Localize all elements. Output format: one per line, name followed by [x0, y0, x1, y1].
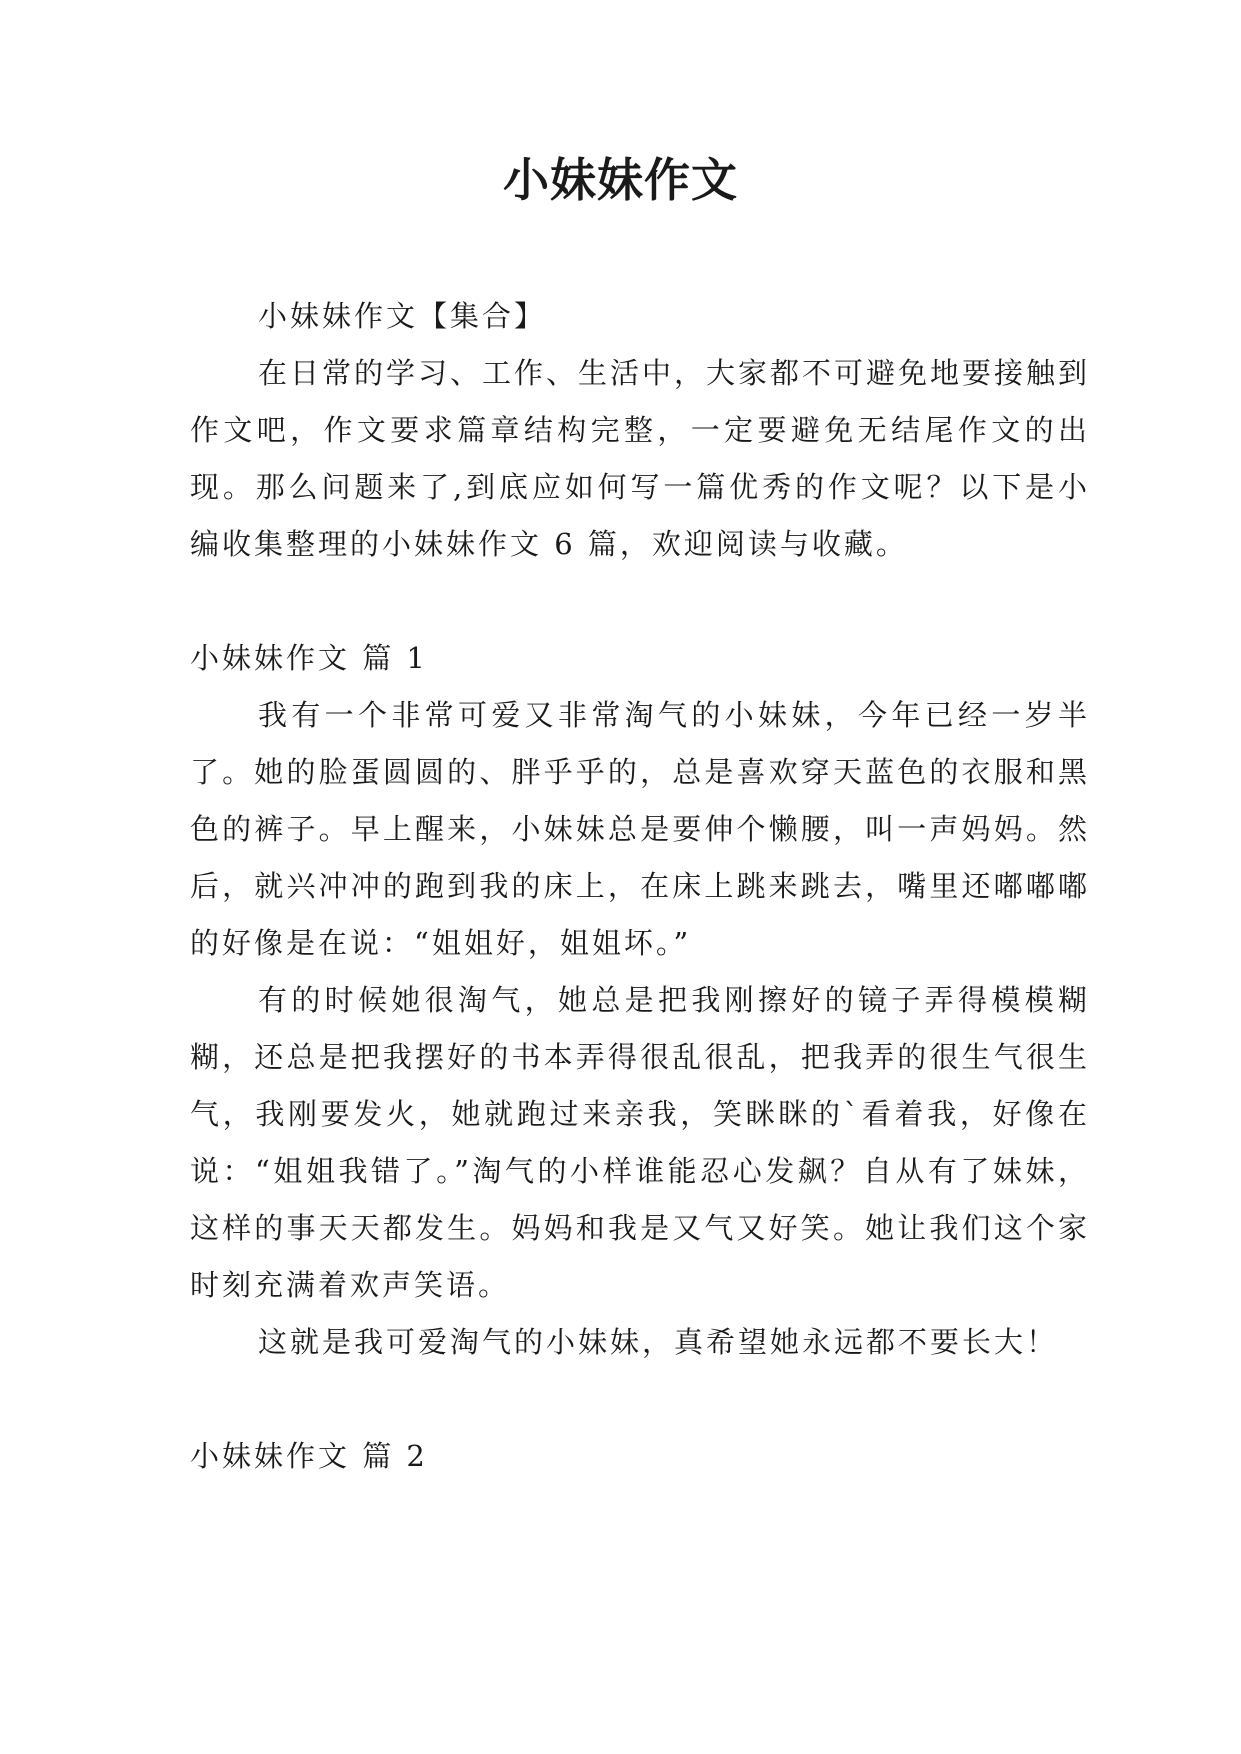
section-1-paragraph-1: 我有一个非常可爱又非常淘气的小妹妹，今年已经一岁半了。她的脸蛋圆圆的、胖乎乎的，总是喜欢穿天蓝色的衣服和黑色的裤子。早上醒来，小妹妹总是要伸个懒腰，叫一声妈妈。然后，就兴冲冲的跑到我的床上，在床上跳来跳去，嘴里还嘟嘟嘟的好像是在说：“姐姐好，姐姐坏。” — [190, 698, 1090, 960]
intro-paragraph: 在日常的学习、工作、生活中，大家都不可避免地要接触到作文吧，作文要求篇章结构完整，一定要避免无结尾作文的出现。那么问题来了,到底应如何写一篇优秀的作文呢？以下是小编收集整理的小妹妹作文 6 篇，欢迎阅读与收藏。 — [190, 356, 1091, 561]
section-heading-2: 小妹妹作文 篇 2 — [190, 1439, 428, 1473]
section-1-paragraph-2: 有的时候她很淘气，她总是把我刚擦好的镜子弄得模模糊糊，还总是把我摆好的书本弄得很乱很乱，把我弄的很生气很生气，我刚要发火，她就跑过来亲我，笑眯眯的`看着我，好像在说：“姐姐我错了。”淘气的小样谁能忍心发飙？自从有了妹妹，这样的事天天都发生。妈妈和我是又气又好笑。她让我们这个家时刻充满着欢声笑语。 — [190, 983, 1090, 1302]
section-1-paragraph-3: 这就是我可爱淘气的小妹妹，真希望她永远都不要长大！ — [258, 1325, 1059, 1359]
section-spacer — [190, 1371, 1090, 1428]
document-subtitle: 小妹妹作文【集合】 — [258, 299, 547, 333]
section-heading-1: 小妹妹作文 篇 1 — [190, 641, 428, 675]
document-body — [190, 288, 1090, 1485]
document-title: 小妹妹作文 — [503, 153, 738, 207]
section-spacer — [190, 573, 1090, 630]
